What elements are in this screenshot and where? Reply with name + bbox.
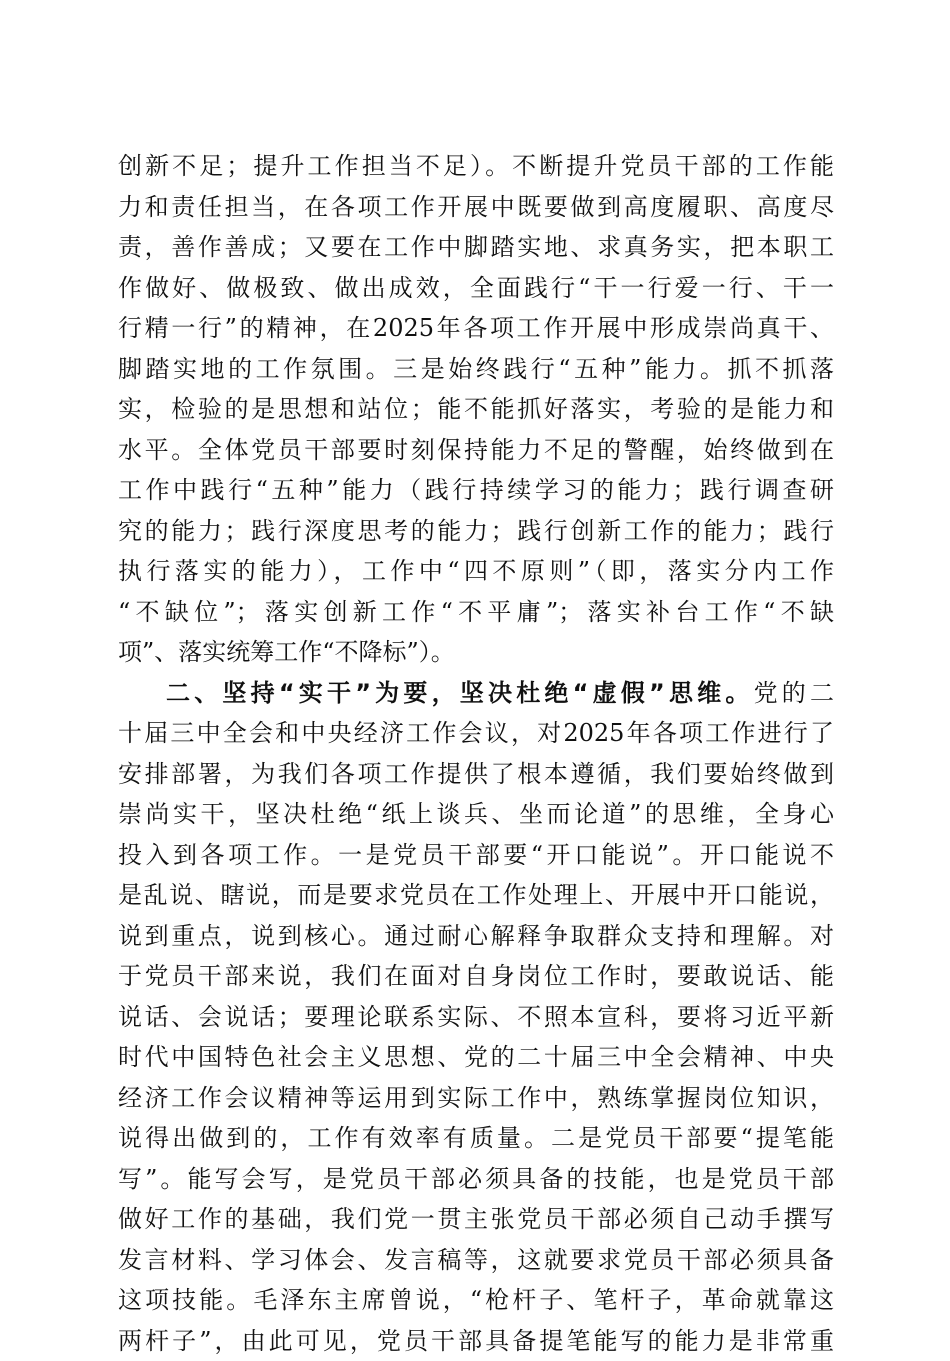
document-body [118,146,834,1361]
text-line: “不缺位”；落实创新工作“不平庸”；落实补台工作“不缺 [118,592,834,633]
text-line: 脚踏实地的工作氛围。三是始终践行“五种”能力。抓不抓落 [118,349,834,390]
text-line: 创新不足；提升工作担当不足）。不断提升党员干部的工作能 [118,146,834,187]
text-line: 说得出做到的，工作有效率有质量。二是党员干部要“提笔能 [118,1118,834,1159]
text-line: 说话、会说话；要理论联系实际、不照本宣科，要将习近平新 [118,997,834,1038]
text-line: 水平。全体党员干部要时刻保持能力不足的警醒，始终做到在 [118,430,834,471]
paragraph-1 [118,146,834,673]
text-line: 这项技能。毛泽东主席曾说，“枪杆子、笔杆子，革命就靠这 [118,1280,834,1321]
text-line: 执行落实的能力），工作中“四不原则”（即，落实分内工作 [118,551,834,592]
paragraph-heading-line [118,673,834,714]
section-heading: 二、坚持“实干”为要，坚决杜绝“虚假”思维。 [166,679,754,707]
heading-line-rest: 党的二 [754,679,834,707]
text-line: 实，检验的是思想和站位；能不能抓好落实，考验的是能力和 [118,389,834,430]
text-line: 究的能力；践行深度思考的能力；践行创新工作的能力；践行 [118,511,834,552]
text-line: 写”。能写会写，是党员干部必须具备的技能，也是党员干部 [118,1159,834,1200]
text-line: 安排部署，为我们各项工作提供了根本遵循，我们要始终做到 [118,754,834,795]
text-line: 项”、落实统筹工作“不降标”）。 [118,632,834,673]
text-line: 两杆子”，由此可见，党员干部具备提笔能写的能力是非常重 [118,1321,834,1361]
text-line: 时代中国特色社会主义思想、党的二十届三中全会精神、中央 [118,1037,834,1078]
paragraph-2 [118,673,834,1361]
text-line: 于党员干部来说，我们在面对自身岗位工作时，要敢说话、能 [118,956,834,997]
text-line: 说到重点，说到核心。通过耐心解释争取群众支持和理解。对 [118,916,834,957]
text-line: 行精一行”的精神，在2025年各项工作开展中形成崇尚真干、 [118,308,834,349]
text-line: 发言材料、学习体会、发言稿等，这就要求党员干部必须具备 [118,1240,834,1281]
text-line: 十届三中全会和中央经济工作会议，对2025年各项工作进行了 [118,713,834,754]
text-line: 工作中践行“五种”能力（践行持续学习的能力；践行调查研 [118,470,834,511]
text-line: 崇尚实干，坚决杜绝“纸上谈兵、坐而论道”的思维，全身心 [118,794,834,835]
text-line: 做好工作的基础，我们党一贯主张党员干部必须自己动手撰写 [118,1199,834,1240]
text-line: 是乱说、瞎说，而是要求党员在工作处理上、开展中开口能说， [118,875,834,916]
text-line: 经济工作会议精神等运用到实际工作中，熟练掌握岗位知识， [118,1078,834,1119]
text-line: 力和责任担当，在各项工作开展中既要做到高度履职、高度尽 [118,187,834,228]
text-line: 责，善作善成；又要在工作中脚踏实地、求真务实，把本职工 [118,227,834,268]
text-line: 投入到各项工作。一是党员干部要“开口能说”。开口能说不 [118,835,834,876]
text-line: 作做好、做极致、做出成效，全面践行“干一行爱一行、干一 [118,268,834,309]
